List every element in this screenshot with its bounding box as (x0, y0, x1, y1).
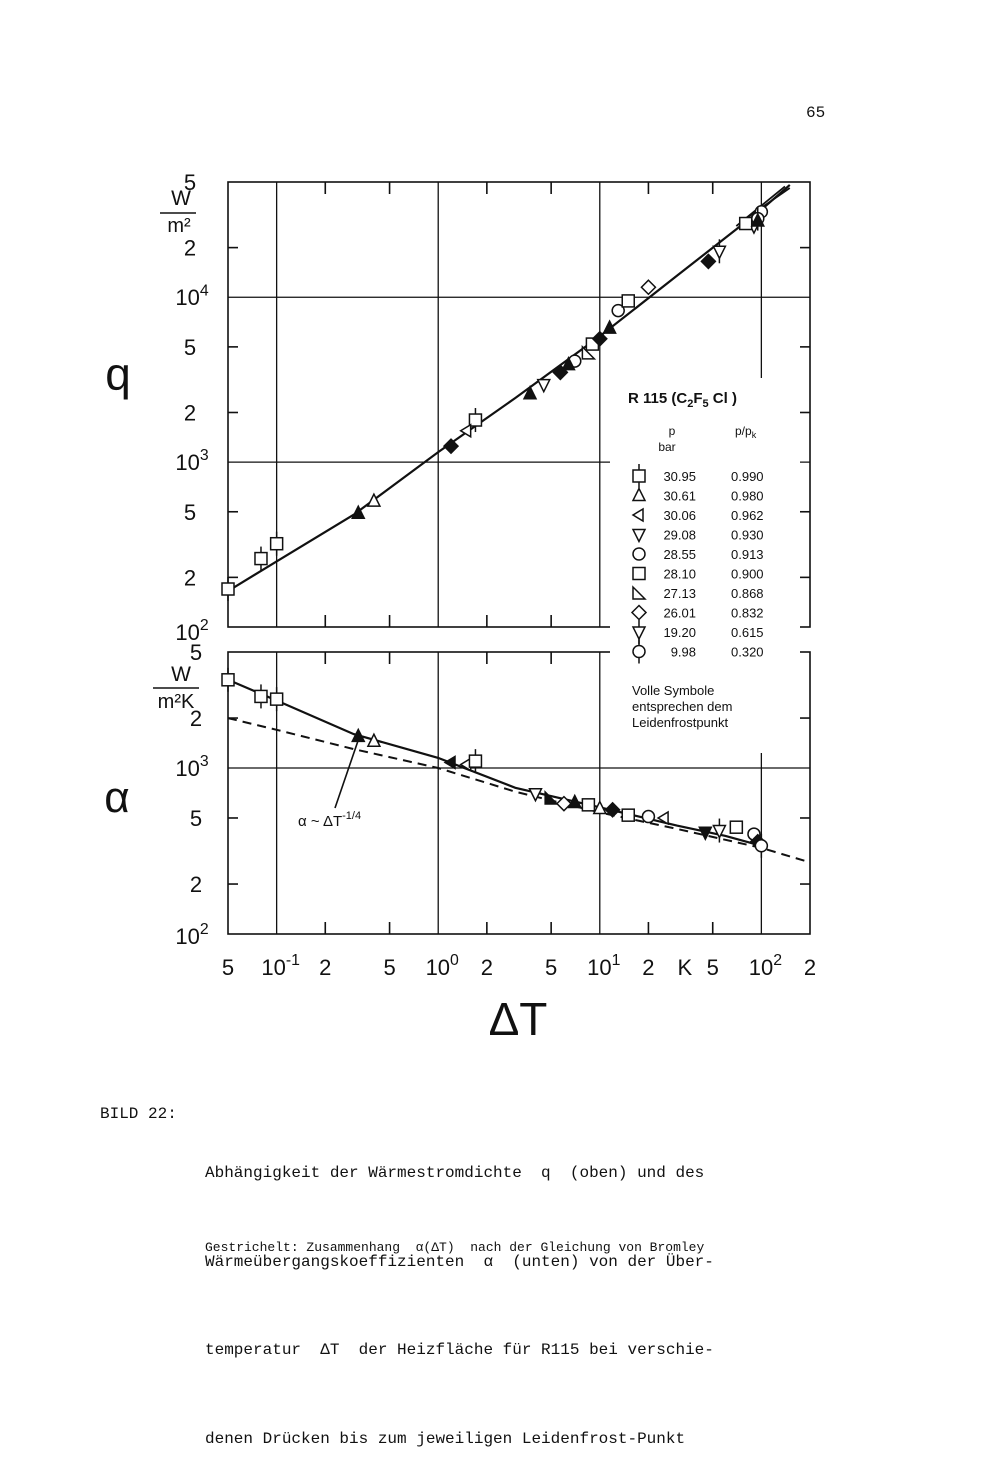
y-unit-numerator: W (171, 663, 191, 686)
y-tick-label: $10^3$ (175, 447, 209, 476)
x-tick-label: 2 (319, 955, 332, 980)
data-point (604, 321, 616, 333)
caption-line: temperatur ΔT der Heizfläche für R115 bei verschie- (205, 1341, 714, 1359)
legend-pressure: 28.55 (663, 547, 696, 562)
y-tick-label: 5 (183, 170, 197, 195)
data-point (524, 387, 536, 399)
caption-label: BILD 22: (100, 1105, 177, 1123)
x-tick-label: 5 (383, 955, 396, 980)
legend-note: Volle Symbole (632, 683, 715, 698)
x-axis-label: ΔT (488, 993, 548, 1045)
y-tick-label: $10^2$ (175, 921, 209, 949)
legend-title: R 115 ($C_2F_5$ Cl ) (628, 390, 737, 410)
legend-pressure: 30.61 (663, 488, 696, 504)
data-point (642, 811, 654, 823)
page-number: 65 (806, 104, 826, 122)
y-tick-label: $10^4$ (175, 282, 209, 311)
y-tick-label: 5 (183, 334, 197, 360)
x-tick-label: 2 (480, 955, 493, 980)
data-point (445, 756, 455, 768)
legend-ratio: 0.980 (731, 488, 764, 504)
legend-col-header: $p/p_k$ (735, 424, 757, 440)
legend-pressure: 28.10 (663, 566, 696, 582)
data-point (730, 821, 742, 833)
x-tick-label: $10^1$ (587, 952, 621, 980)
y-unit-numerator: W (171, 187, 191, 210)
data-point (641, 280, 655, 294)
legend-col-header: p (668, 424, 676, 438)
y-tick-label: 5 (189, 640, 203, 665)
x-tick-label: $10^0$ (425, 952, 459, 980)
y-tick-label: 2 (189, 706, 203, 732)
legend-pressure: 9.98 (670, 644, 696, 660)
x-tick-label: $10^2$ (748, 952, 783, 980)
legend-pressure: 30.06 (663, 508, 696, 523)
data-point (622, 295, 634, 307)
data-point (633, 548, 645, 560)
legend-pressure: 26.01 (663, 605, 696, 621)
y-axis-label-q: q (105, 348, 131, 400)
legend-note: Leidenfrostpunkt (632, 715, 729, 730)
caption-note: Gestrichelt: Zusammenhang α(ΔT) nach der Gleichung von Bromley (205, 1240, 705, 1255)
data-point (633, 470, 645, 482)
y-tick-label: 5 (189, 805, 203, 831)
y-tick-label: 2 (183, 400, 197, 426)
data-point (633, 568, 645, 580)
y-tick-label: 2 (189, 872, 203, 898)
y-tick-label: $10^2$ (175, 617, 209, 645)
x-tick-label: K (677, 955, 693, 980)
y-tick-label: 2 (183, 235, 197, 261)
data-point (582, 799, 594, 811)
data-point (755, 840, 767, 852)
data-point (538, 380, 550, 392)
data-point (222, 583, 234, 595)
x-tick-label: $10^{-1}$ (261, 952, 300, 980)
legend-ratio: 0.900 (731, 566, 764, 582)
x-tick-label: 5 (221, 955, 235, 980)
y-tick-label: $10^3$ (175, 753, 209, 782)
data-point (255, 553, 267, 565)
y-unit-denominator: m²K (157, 691, 195, 713)
data-point (740, 218, 752, 230)
data-point (222, 674, 234, 686)
y-tick-label: 5 (183, 499, 197, 525)
y-axis-label-alpha: α (104, 773, 130, 822)
y-tick-label: 2 (183, 565, 197, 591)
data-point (271, 693, 283, 705)
bromley-annotation: α ~ $\Delta T^{-1/4}$ (298, 810, 362, 830)
legend-note: entsprechen dem (632, 699, 733, 714)
y-unit-denominator: m² (167, 215, 191, 237)
x-tick-label: 5 (706, 955, 719, 980)
legend-ratio: 0.990 (731, 469, 764, 484)
data-point (444, 439, 458, 453)
legend-ratio: 0.962 (731, 508, 764, 523)
annotation-leader (335, 735, 360, 808)
x-tick-label: 2 (642, 955, 655, 980)
caption-line: Abhängigkeit der Wärmestromdichte q (oben) und des (205, 1164, 705, 1182)
legend-ratio: 0.320 (731, 644, 764, 660)
data-point (469, 755, 481, 767)
legend-col-unit: bar (658, 440, 676, 454)
data-point (529, 789, 541, 801)
caption-text (205, 1100, 714, 1473)
data-point (622, 809, 634, 821)
legend-ratio: 0.615 (731, 625, 764, 640)
legend-ratio: 0.868 (731, 586, 764, 601)
data-point (633, 646, 645, 658)
data-point (255, 690, 267, 702)
legend-ratio: 0.913 (731, 547, 764, 562)
legend-ratio: 0.930 (731, 527, 764, 543)
caption-line: denen Drücken bis zum jeweiligen Leidenfrost-Punkt (205, 1429, 686, 1448)
data-point (271, 538, 283, 550)
legend-pressure: 27.13 (663, 586, 696, 601)
x-tick-label: 5 (545, 955, 558, 980)
data-point (701, 254, 715, 268)
legend-ratio: 0.832 (731, 605, 764, 621)
legend-pressure: 30.95 (663, 469, 696, 484)
caption-line: Wärmeübergangskoeffizienten α (unten) von der Über- (205, 1252, 714, 1271)
legend-pressure: 29.08 (663, 527, 696, 543)
data-point (713, 246, 725, 258)
legend-pressure: 19.20 (663, 625, 696, 640)
x-tick-label: 2 (803, 955, 817, 980)
